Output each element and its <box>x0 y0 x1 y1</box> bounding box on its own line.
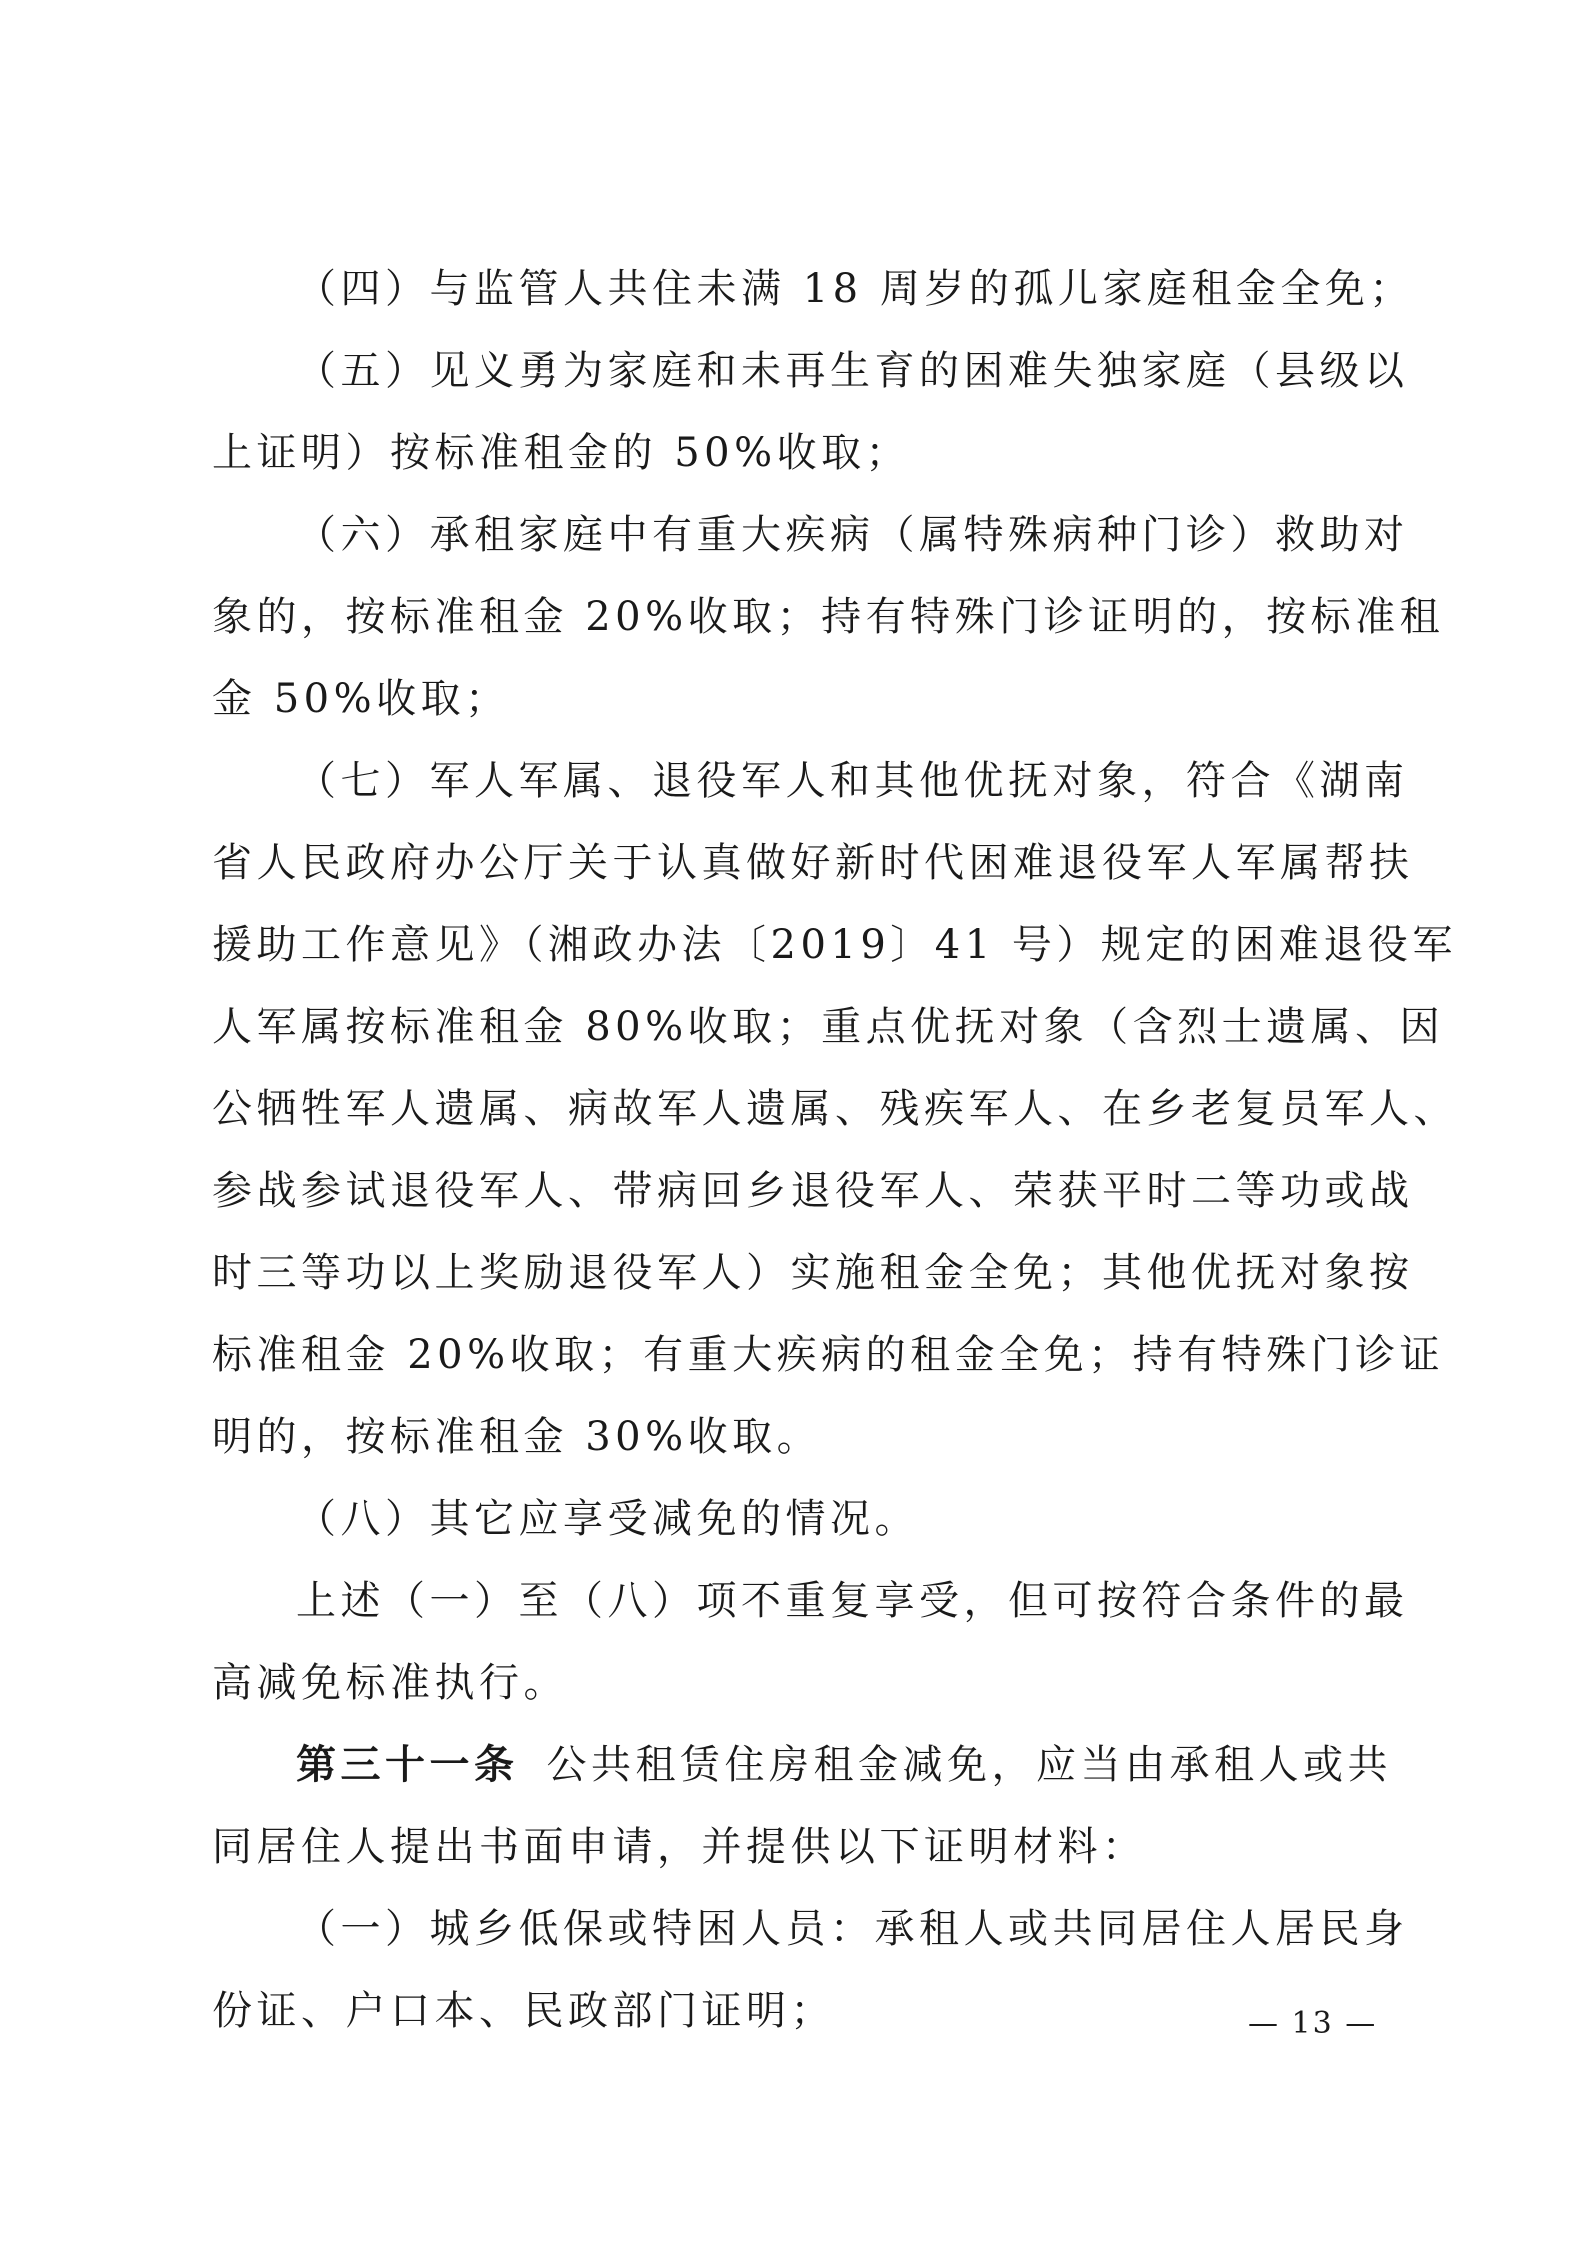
document-body <box>212 248 1458 2052</box>
paragraph-line: （一）城乡低保或特困人员：承租人或共同居住人居民身 <box>296 1906 1409 1952</box>
article-heading-line <box>212 1724 1392 1806</box>
paragraph-line: 份证、户口本、民政部门证明； <box>212 1988 835 2034</box>
paragraph-line: 时三等功以上奖励退役军人）实施租金全免；其他优抚对象按 <box>212 1250 1414 1296</box>
paragraph-line: 高减免标准执行。 <box>212 1660 568 1706</box>
article-text: 公共租赁住房租金减免，应当由承租人或共 <box>546 1742 1392 1788</box>
paragraph-line: （八）其它应享受减免的情况。 <box>296 1496 919 1542</box>
paragraph-line: 公牺牲军人遗属、病故军人遗属、残疾军人、在乡老复员军人、 <box>212 1086 1458 1132</box>
paragraph-line: 援助工作意见》（湘政办法〔2019〕41 号）规定的困难退役军 <box>212 922 1457 968</box>
page-number: — 13 — <box>1248 2006 1378 2041</box>
paragraph-line: 参战参试退役军人、带病回乡退役军人、荣获平时二等功或战 <box>212 1168 1414 1214</box>
paragraph-line: 明的，按标准租金 30%收取。 <box>212 1414 822 1460</box>
paragraph-line: （七）军人军属、退役军人和其他优抚对象，符合《湖南 <box>296 758 1409 804</box>
paragraph-line: 上证明）按标准租金的 50%收取； <box>212 430 911 476</box>
paragraph-line: 象的，按标准租金 20%收取；持有特殊门诊证明的，按标准租 <box>212 594 1445 640</box>
paragraph-line: （四）与监管人共住未满 18 周岁的孤儿家庭租金全免； <box>296 266 1414 312</box>
paragraph-line: 上述（一）至（八）项不重复享受，但可按符合条件的最 <box>296 1578 1409 1624</box>
paragraph-line: 省人民政府办公厅关于认真做好新时代困难退役军人军属帮扶 <box>212 840 1414 886</box>
paragraph-line: 人军属按标准租金 80%收取；重点优抚对象（含烈士遗属、因 <box>212 1004 1445 1050</box>
paragraph-line: （五）见义勇为家庭和未再生育的困难失独家庭（县级以 <box>296 348 1409 394</box>
paragraph-line: 标准租金 20%收取；有重大疾病的租金全免；持有特殊门诊证 <box>212 1332 1445 1378</box>
paragraph-line: 同居住人提出书面申请，并提供以下证明材料： <box>212 1824 1147 1870</box>
paragraph-line: 金 50%收取； <box>212 676 510 722</box>
article-title: 第三十一条 <box>296 1742 519 1788</box>
paragraph-line: （六）承租家庭中有重大疾病（属特殊病种门诊）救助对 <box>296 512 1409 558</box>
